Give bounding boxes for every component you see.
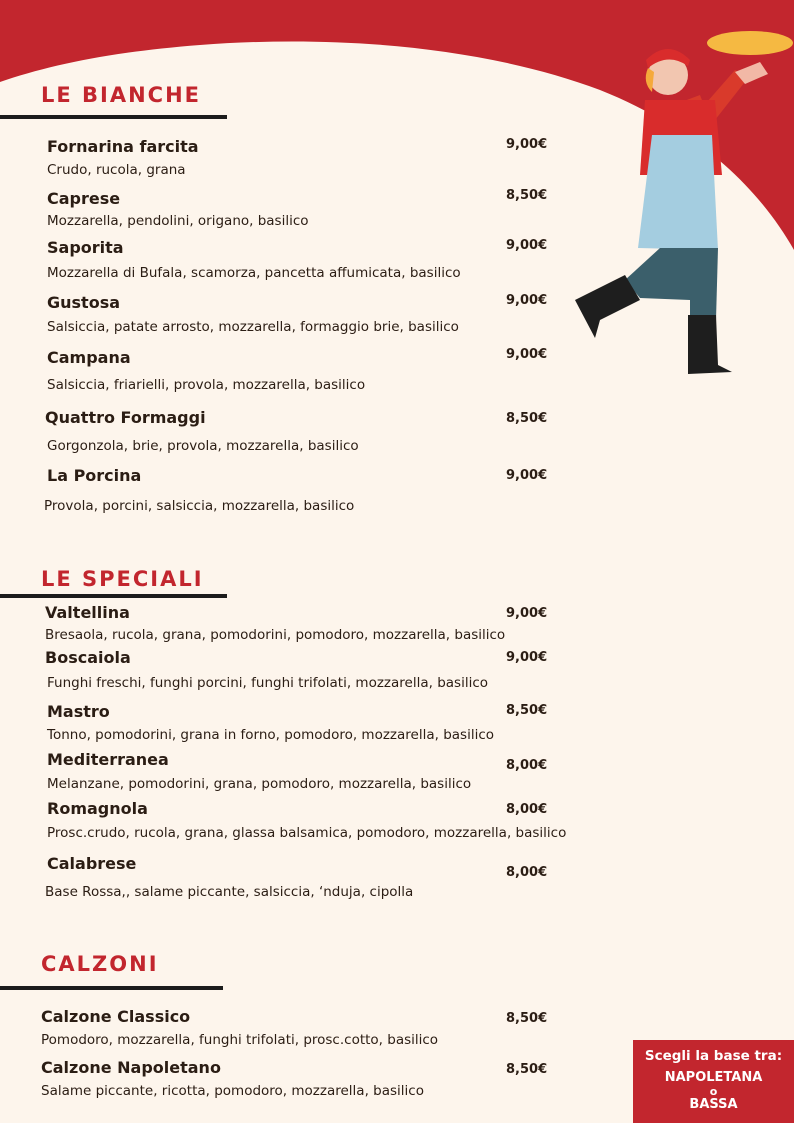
- item-description: Salsiccia, patate arrosto, mozzarella, formaggio brie, basilico: [47, 319, 459, 335]
- item-name: Gustosa: [47, 293, 121, 312]
- item-description: Prosc.crudo, rucola, grana, glassa balsamica, pomodoro, mozzarella, basilico: [47, 825, 567, 841]
- item-name: Calzone Napoletano: [41, 1058, 221, 1077]
- item-name: Calabrese: [47, 854, 137, 873]
- base-option-bassa: BASSA: [689, 1097, 738, 1112]
- item-price: 9,00€: [506, 468, 548, 483]
- item-description: Funghi freschi, funghi porcini, funghi trifolati, mozzarella, basilico: [47, 675, 489, 691]
- item-price: 9,00€: [506, 137, 548, 152]
- item-price: 8,00€: [506, 865, 548, 880]
- item-price: 8,00€: [506, 758, 548, 773]
- item-name: La Porcina: [47, 466, 142, 485]
- item-price: 9,00€: [506, 347, 548, 362]
- item-description: Melanzane, pomodorini, grana, pomodoro, mozzarella, basilico: [47, 776, 472, 792]
- item-price: 9,00€: [506, 650, 548, 665]
- item-price: 8,50€: [506, 1011, 548, 1026]
- item-description: Provola, porcini, salsiccia, mozzarella, basilico: [44, 498, 355, 514]
- item-name: Saporita: [47, 238, 124, 257]
- item-name: Mastro: [47, 702, 110, 721]
- section-divider: [0, 986, 223, 990]
- item-description: Bresaola, rucola, grana, pomodorini, pomodoro, mozzarella, basilico: [45, 627, 506, 643]
- item-name: Boscaiola: [45, 648, 131, 667]
- item-description: Crudo, rucola, grana: [47, 162, 186, 178]
- base-choice-box: [633, 1040, 794, 1123]
- item-name: Calzone Classico: [41, 1007, 191, 1026]
- item-price: 9,00€: [506, 293, 548, 308]
- item-name: Valtellina: [45, 603, 130, 622]
- item-price: 9,00€: [506, 238, 548, 253]
- item-price: 8,50€: [506, 411, 548, 426]
- item-description: Salsiccia, friarielli, provola, mozzarella, basilico: [47, 377, 366, 393]
- section-divider: [0, 115, 227, 119]
- item-description: Tonno, pomodorini, grana in forno, pomodoro, mozzarella, basilico: [47, 727, 495, 743]
- item-description: Pomodoro, mozzarella, funghi trifolati, prosc.cotto, basilico: [41, 1032, 439, 1048]
- item-price: 8,50€: [506, 188, 548, 203]
- item-description: Gorgonzola, brie, provola, mozzarella, basilico: [47, 438, 359, 454]
- base-choice-heading: Scegli la base tra:: [644, 1048, 783, 1064]
- item-name: Quattro Formaggi: [45, 408, 206, 427]
- section-title-calzoni: CALZONI: [41, 952, 159, 976]
- item-name: Campana: [47, 348, 131, 367]
- item-description: Mozzarella di Bufala, scamorza, pancetta affumicata, basilico: [47, 265, 461, 281]
- item-price: 9,00€: [506, 606, 548, 621]
- item-name: Caprese: [47, 189, 121, 208]
- item-description: Base Rossa,, salame piccante, salsiccia, ‘nduja, cipolla: [45, 884, 414, 900]
- item-price: 8,50€: [506, 703, 548, 718]
- item-name: Romagnola: [47, 799, 148, 818]
- item-price: 8,50€: [506, 1062, 548, 1077]
- base-option-napoletana: NAPOLETANA: [664, 1070, 763, 1085]
- section-title-speciali: LE SPECIALI: [41, 567, 204, 591]
- item-description: Salame piccante, ricotta, pomodoro, mozzarella, basilico: [41, 1083, 424, 1099]
- base-option-connector: o: [709, 1085, 718, 1098]
- section-title-bianche: LE BIANCHE: [41, 83, 202, 107]
- item-price: 8,00€: [506, 802, 548, 817]
- item-name: Fornarina farcita: [47, 137, 199, 156]
- item-description: Mozzarella, pendolini, origano, basilico: [47, 213, 309, 229]
- item-name: Mediterranea: [47, 750, 169, 769]
- section-divider: [0, 594, 227, 598]
